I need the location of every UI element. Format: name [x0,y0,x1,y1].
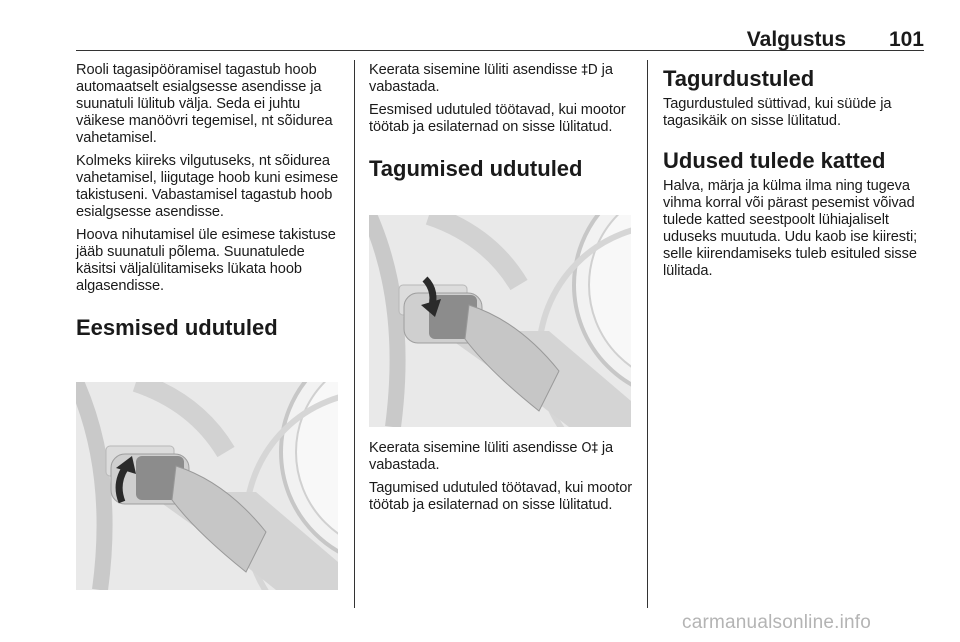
rear-fog-lever-illustration [369,215,631,427]
paragraph: Halva, märja ja külma ilma ning tugeva vihma korral või pärast pesemist võivad tulede katted seestpoolt lühiajaliselt uduseks muutuda. Udu kaob ise kiiresti; selle kiirendamiseks tuleb esituled sisse lülitada. [663,178,918,279]
paragraph: Keerata sisemine lüliti asendisse ‡D ja vabastada. [369,62,613,95]
watermark: carmanualsonline.info [682,612,872,633]
page-number: 101 [888,28,924,51]
rear-fog-light-icon: O‡ [581,441,598,456]
front-fog-lever-illustration [76,382,338,590]
column-2 [369,62,633,182]
paragraph: Rooli tagasipööramisel tagastub hoob automaatselt esialgsesse asendisse ja suunatuli lülitub välja. Seda ei juhtu väikese manöövri tegemisel, nt sõidurea vahetamisel. [76,62,333,146]
column-3 [663,62,929,286]
front-fog-light-icon: ‡D [581,63,598,78]
paragraph: Keerata sisemine lüliti asendisse O‡ ja vabastada. [369,440,614,473]
section-heading: Udused tulede katted [663,148,886,173]
section-heading: Tagurdustuled [663,66,815,91]
paragraph: Kolmeks kiireks vilgutuseks, nt sõidurea vahetamisel, liigutage hoob kuni esimese takistuseni. Vabastamisel tagastub hoob esialgsesse asendisse. [76,153,339,220]
paragraph: Hoova nihutamisel üle esimese takistuse jääb suunatuli põlema. Suunatulede käsitsi väljalülitamiseks lükata hoob algasendisse. [76,227,336,294]
page-header [76,28,924,51]
section-title: Valgustus [746,28,846,51]
column-divider-1 [354,60,355,608]
column-1 [76,62,342,341]
paragraph: Tagumised udutuled töötavad, kui mootor töötab ja esilaternad on sisse lülitatud. [369,480,633,513]
section-heading: Tagumised udutuled [369,156,583,181]
column-2-lower [369,440,633,520]
lever-drawing [369,215,631,427]
lever-drawing [76,382,338,590]
paragraph: Tagurdustuled süttivad, kui süüde ja tagasikäik on sisse lülitatud. [663,96,892,129]
column-divider-2 [647,60,648,608]
section-heading: Eesmised udutuled [76,315,278,340]
paragraph: Eesmised udutuled töötavad, kui mootor töötab ja esilaternad on sisse lülitatud. [369,102,626,135]
